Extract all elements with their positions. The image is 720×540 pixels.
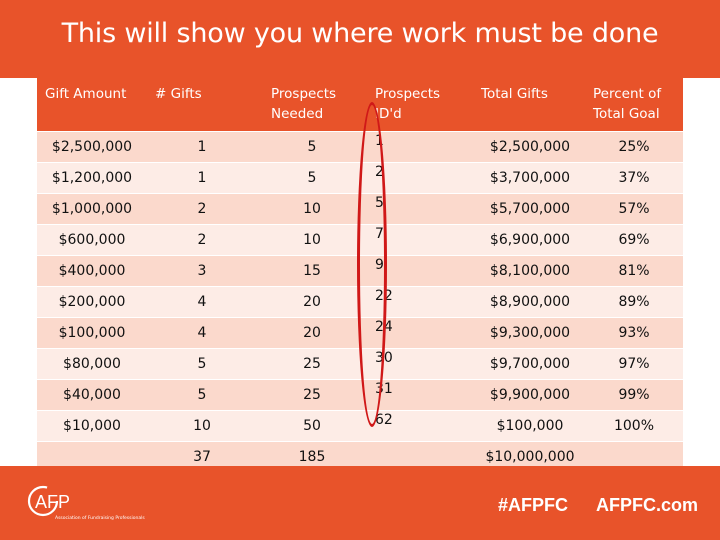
- total-gifts-cell: $100,000: [475, 410, 585, 441]
- num-gifts-cell: 5: [147, 379, 257, 410]
- table-body: [37, 131, 683, 472]
- total-gifts-cell: $2,500,000: [475, 131, 585, 162]
- percent-goal-cell: 89%: [585, 286, 683, 317]
- prospects-needed-cell: 5: [257, 131, 367, 162]
- total-gifts-cell: $10,000,000: [475, 441, 585, 472]
- table-row: [37, 193, 683, 224]
- num-gifts-cell: 10: [147, 410, 257, 441]
- prospects-qualified-cell: 24: [367, 317, 475, 348]
- total-gifts-cell: $5,700,000: [475, 193, 585, 224]
- total-gifts-cell: $9,900,000: [475, 379, 585, 410]
- website-link[interactable]: AFPFC.com: [596, 495, 699, 515]
- percent-goal-cell: 69%: [585, 224, 683, 255]
- prospects-qualified-cell: 2: [367, 162, 475, 193]
- header-prospects-qualified: Prospects ID'd: [367, 77, 475, 131]
- prospects-qualified-cell: 62: [367, 410, 475, 441]
- percent-goal-cell: 99%: [585, 379, 683, 410]
- logo-subtext: Association of Fundraising Professionals: [55, 516, 145, 521]
- gift-amount-cell: $100,000: [37, 317, 147, 348]
- gift-amount-cell: $40,000: [37, 379, 147, 410]
- table-row: [37, 224, 683, 255]
- prospects-qualified-cell: 1: [367, 131, 475, 162]
- percent-goal-cell: 25%: [585, 131, 683, 162]
- num-gifts-cell: 4: [147, 317, 257, 348]
- prospects-needed-cell: 50: [257, 410, 367, 441]
- gift-amount-cell: $10,000: [37, 410, 147, 441]
- num-gifts-cell: 5: [147, 348, 257, 379]
- prospects-qualified-cell: 9: [367, 255, 475, 286]
- gift-amount-cell: $1,000,000: [37, 193, 147, 224]
- gift-amount-cell: $600,000: [37, 224, 147, 255]
- num-gifts-cell: 3: [147, 255, 257, 286]
- prospects-qualified-cell: 7: [367, 224, 475, 255]
- table-row: [37, 286, 683, 317]
- gift-amount-cell: $400,000: [37, 255, 147, 286]
- gift-table-container: [37, 77, 683, 472]
- total-gifts-cell: $9,300,000: [475, 317, 585, 348]
- logo-text: AFP: [35, 492, 71, 512]
- header-prospects-needed: Prospects Needed: [257, 77, 367, 131]
- percent-goal-cell: 57%: [585, 193, 683, 224]
- percent-goal-cell: 37%: [585, 162, 683, 193]
- prospects-needed-cell: 25: [257, 379, 367, 410]
- gift-amount-cell: $1,200,000: [37, 162, 147, 193]
- prospects-qualified-cell: 5: [367, 193, 475, 224]
- prospects-needed-cell: 20: [257, 317, 367, 348]
- num-gifts-cell: 37: [147, 441, 257, 472]
- prospects-needed-cell: 10: [257, 224, 367, 255]
- percent-goal-cell: 93%: [585, 317, 683, 348]
- total-gifts-cell: $9,700,000: [475, 348, 585, 379]
- percent-goal-cell: 97%: [585, 348, 683, 379]
- table-row: [37, 162, 683, 193]
- gift-amount-cell: $200,000: [37, 286, 147, 317]
- prospects-needed-cell: 25: [257, 348, 367, 379]
- table-row: [37, 255, 683, 286]
- table-row: [37, 379, 683, 410]
- hashtag-text: #AFPFC: [498, 495, 569, 515]
- gift-amount-cell: $80,000: [37, 348, 147, 379]
- prospects-needed-cell: 20: [257, 286, 367, 317]
- prospects-needed-cell: 5: [257, 162, 367, 193]
- table-row: [37, 410, 683, 441]
- table-row: [37, 131, 683, 162]
- header-gift-amount: Gift Amount: [37, 77, 147, 131]
- num-gifts-cell: 4: [147, 286, 257, 317]
- num-gifts-cell: 2: [147, 193, 257, 224]
- table-row: [37, 317, 683, 348]
- prospects-needed-cell: 10: [257, 193, 367, 224]
- percent-goal-cell: 100%: [585, 410, 683, 441]
- prospects-qualified-cell: 30: [367, 348, 475, 379]
- slide-title: This will show you where work must be done: [61, 18, 659, 49]
- prospects-needed-cell: 15: [257, 255, 367, 286]
- table-header-row: [37, 77, 683, 131]
- prospects-needed-cell: 185: [257, 441, 367, 472]
- total-gifts-cell: $6,900,000: [475, 224, 585, 255]
- gift-range-table: [37, 77, 683, 472]
- total-gifts-cell: $8,900,000: [475, 286, 585, 317]
- table-row: [37, 348, 683, 379]
- percent-goal-cell: 81%: [585, 255, 683, 286]
- num-gifts-cell: 1: [147, 131, 257, 162]
- num-gifts-cell: 2: [147, 224, 257, 255]
- gift-amount-cell: $2,500,000: [37, 131, 147, 162]
- num-gifts-cell: 1: [147, 162, 257, 193]
- header-total-gifts: Total Gifts: [475, 77, 585, 131]
- title-banner: [0, 0, 720, 78]
- prospects-qualified-cell: 31: [367, 379, 475, 410]
- total-gifts-cell: $3,700,000: [475, 162, 585, 193]
- header-num-gifts: # Gifts: [147, 77, 257, 131]
- prospects-qualified-cell: 22: [367, 286, 475, 317]
- header-percent-goal: Percent of Total Goal: [585, 77, 683, 131]
- total-gifts-cell: $8,100,000: [475, 255, 585, 286]
